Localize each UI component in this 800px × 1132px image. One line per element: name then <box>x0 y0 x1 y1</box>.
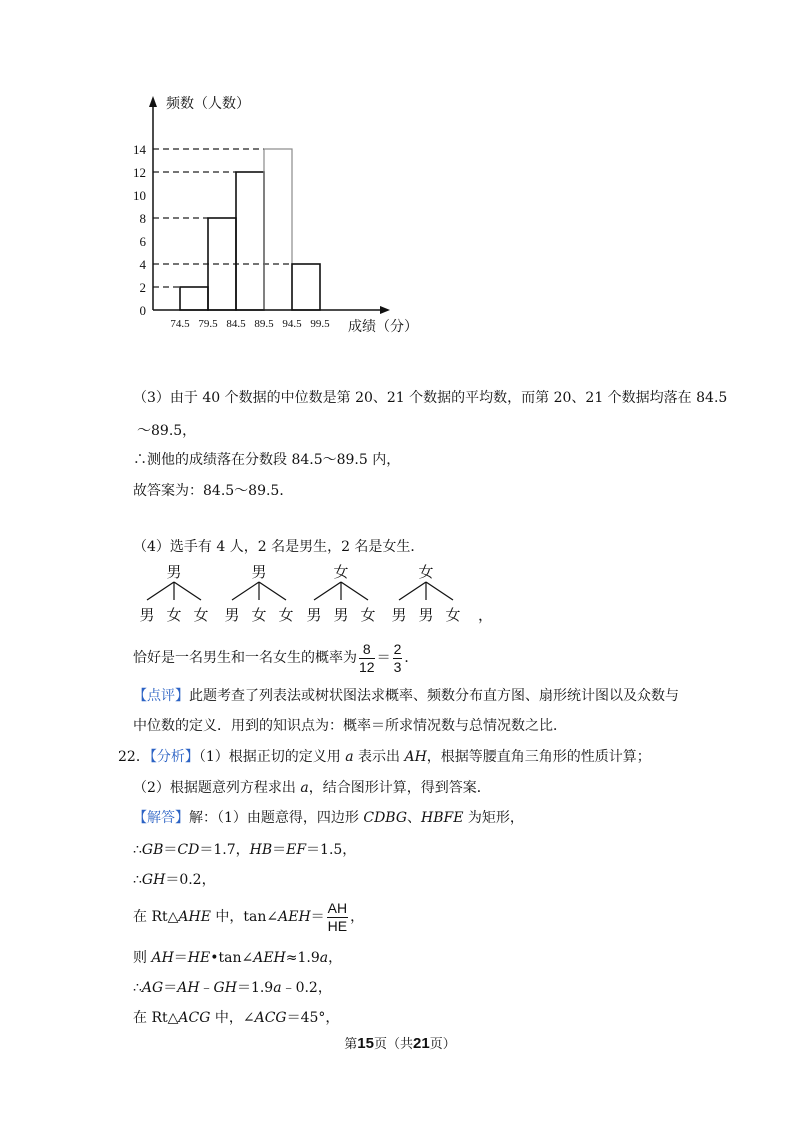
x-axis-arrow <box>380 306 390 314</box>
tree-branch <box>259 582 286 600</box>
text-span: 表示出 <box>353 749 405 765</box>
variable: AHE <box>178 909 211 925</box>
text-span: ， <box>328 950 343 966</box>
x-tick-label: 84.5 <box>226 318 246 330</box>
tree-leaf-label: 男 <box>306 608 322 624</box>
text-span: ≈1.9 <box>285 950 320 966</box>
tree-leaf-label: 男 <box>391 608 407 624</box>
variable: GB <box>141 842 164 858</box>
fraction-8-12 <box>359 641 375 676</box>
y-tick-label: 10 <box>133 188 146 203</box>
tree-leaf-label: 女 <box>445 608 461 624</box>
text-span: ＝ <box>163 842 178 858</box>
text-span: ， <box>350 909 365 925</box>
q22-gb-line <box>133 840 356 860</box>
text-span: ＝ <box>163 980 178 996</box>
histogram-bar <box>292 264 320 310</box>
y-tick-label: 6 <box>139 234 146 249</box>
tree-branch <box>147 582 174 600</box>
fraction-numerator: AH <box>327 899 348 916</box>
tree-root-label: 男 <box>166 565 182 581</box>
comment-line-1 <box>133 686 679 706</box>
text-span: 为矩形， <box>463 810 524 826</box>
variable: GH <box>141 872 166 888</box>
variable: AEH <box>278 909 311 925</box>
comment-line-2: 中位数的定义．用到的知识点为：概率＝所求情况数与总情况数之比． <box>133 718 567 734</box>
variable: ACG <box>178 1010 211 1026</box>
tree-root-label: 女 <box>418 565 434 581</box>
x-tick-label: 94.5 <box>282 318 302 330</box>
text-span: ＝ <box>173 950 188 966</box>
probability-text: 恰好是一名男生和一名女生的概率为 <box>133 650 357 666</box>
part4-intro: （4）选手有 4 人，2 名是男生，2 名是女生． <box>133 539 425 555</box>
variable: a <box>273 980 282 996</box>
fraction-denominator: 12 <box>359 658 375 675</box>
tree-leaf-label: 男 <box>139 608 155 624</box>
histogram-bar <box>236 172 264 310</box>
text-span: ﹣ <box>199 980 214 996</box>
variable: a <box>345 749 354 765</box>
histogram-bar <box>180 287 208 310</box>
tree-diagram <box>0 555 800 630</box>
comment-tag: 【点评】 <box>133 688 189 704</box>
x-axis-label: 成绩（分） <box>348 320 418 335</box>
histogram-bar <box>208 218 236 310</box>
text-span: •tan∠ <box>210 950 254 966</box>
part3-line-4: 故答案为：84.5～89.5． <box>133 483 294 499</box>
question-number: 22． <box>118 749 150 765</box>
tree-branch <box>341 582 368 600</box>
text-span: （1）根据正切的定义用 <box>198 749 346 765</box>
y-tick-label: 12 <box>133 165 146 180</box>
variable: AEH <box>253 950 286 966</box>
q22-answer-line-1 <box>133 808 524 828</box>
text-span: ，结合图形计算，得到答案． <box>308 780 491 796</box>
y-axis-label: 频数（人数） <box>166 97 250 112</box>
text-span: 、 <box>407 810 422 826</box>
y-tick-label: 0 <box>139 303 146 318</box>
variable: a <box>319 950 329 966</box>
analysis-tag: 【分析】 <box>149 749 199 765</box>
variable: AH <box>151 950 174 966</box>
fraction-numerator: 2 <box>393 640 402 657</box>
text-span: ＝ <box>272 842 287 858</box>
part3-line-3: ∴测他的成绩落在分数段 84.5～89.5 内， <box>133 452 401 468</box>
y-tick-label: 2 <box>139 280 146 295</box>
therefore-symbol: ∴ <box>133 980 142 996</box>
histogram-chart <box>0 0 800 345</box>
fraction-numerator: 8 <box>359 641 375 659</box>
variable: AG <box>141 980 164 996</box>
variable: HBFE <box>421 810 464 826</box>
text-span: （2）根据题意列方程求出 <box>133 780 301 796</box>
equals-sign: ＝ <box>376 650 391 666</box>
text-span: 在 Rt△ <box>133 909 179 925</box>
text-span: 则 <box>133 950 152 966</box>
text-span: 中，∠ <box>210 1010 255 1026</box>
comment-text-1: 此题考查了列表法或树状图法求概率、频数分布直方图、扇形统计图以及众数与 <box>189 688 679 704</box>
variable: a <box>300 780 309 796</box>
tree-leaf-label: 男 <box>224 608 240 624</box>
tree-root-label: 男 <box>251 565 267 581</box>
text-span: 中，tan∠ <box>210 909 279 925</box>
tree-leaf-label: 女 <box>251 608 267 624</box>
footer-text: 页） <box>429 1037 456 1052</box>
answer-tag: 【解答】 <box>133 810 189 826</box>
fraction-ah-he <box>327 900 348 935</box>
tree-branch <box>314 582 341 600</box>
text-span: ＝ <box>310 909 325 925</box>
q22-analysis-line-1 <box>118 747 651 767</box>
text-span: 在 Rt△ <box>133 1010 179 1026</box>
text-span: ，根据等腰直角三角形的性质计算； <box>426 749 651 765</box>
total-pages: 21 <box>413 1035 430 1052</box>
x-tick-label: 79.5 <box>198 318 218 330</box>
tree-leaf-label: 女 <box>193 608 209 624</box>
text-span: ＝0.2， <box>165 872 216 888</box>
variable: ACG <box>254 1010 287 1026</box>
text-span: ＝1.9 <box>236 980 274 996</box>
text-span: ＝45°， <box>286 1010 340 1026</box>
variable: CD <box>177 842 200 858</box>
tree-leaf-label: 女 <box>360 608 376 624</box>
text-span: 解：（1）由题意得，四边形 <box>189 810 364 826</box>
histogram-bar <box>264 149 292 310</box>
footer-text: 第 <box>344 1037 358 1052</box>
tree-branch <box>399 582 426 600</box>
q22-ah-line <box>133 948 342 968</box>
y-tick-label: 14 <box>133 142 146 157</box>
variable: GH <box>213 980 237 996</box>
x-tick-label: 99.5 <box>310 318 330 330</box>
variable: CDBG <box>363 810 408 826</box>
tree-leaf-label: 男 <box>418 608 434 624</box>
part3-line-1: （3）由于 40 个数据的中位数是第 20、21 个数据的平均数，而第 20、21 个数据均落在 84.5 <box>133 390 728 406</box>
tree-leaf-label: 女 <box>278 608 294 624</box>
q22-tan-line <box>133 897 364 937</box>
page-number: 15 <box>357 1035 374 1052</box>
q22-analysis-line-2 <box>133 778 491 798</box>
page-footer <box>0 1033 800 1052</box>
variable: AH <box>404 749 427 765</box>
therefore-symbol: ∴ <box>133 872 142 888</box>
tree-end-punct: ， <box>478 608 494 624</box>
probability-line <box>133 638 418 678</box>
tree-leaf-label: 女 <box>166 608 182 624</box>
q22-acg-line <box>133 1008 339 1028</box>
tree-branch <box>174 582 201 600</box>
text-span: ＝1.7， <box>199 842 250 858</box>
footer-text: 页（共 <box>373 1037 413 1052</box>
x-tick-label: 74.5 <box>170 318 190 330</box>
y-axis-arrow <box>149 96 157 107</box>
part3-line-2: ～89.5， <box>137 423 197 439</box>
variable: HE <box>187 950 211 966</box>
tree-leaf-label: 男 <box>333 608 349 624</box>
tree-branch <box>426 582 453 600</box>
variable: EF <box>286 842 307 858</box>
tree-root-label: 女 <box>333 565 349 581</box>
fraction-2-3 <box>393 641 403 676</box>
period: ． <box>404 650 419 666</box>
fraction-denominator: 3 <box>393 658 402 675</box>
variable: AH <box>177 980 200 996</box>
text-span: ﹣0.2， <box>281 980 332 996</box>
fraction-denominator: HE <box>327 917 348 934</box>
tree-branch <box>232 582 259 600</box>
variable: HB <box>249 842 273 858</box>
q22-gh-line <box>133 870 216 890</box>
therefore-symbol: ∴ <box>133 842 142 858</box>
x-tick-label: 89.5 <box>254 318 274 330</box>
y-tick-label: 4 <box>139 257 146 272</box>
q22-ag-line <box>133 978 332 998</box>
y-tick-label: 8 <box>139 211 146 226</box>
text-span: ＝1.5， <box>306 842 357 858</box>
